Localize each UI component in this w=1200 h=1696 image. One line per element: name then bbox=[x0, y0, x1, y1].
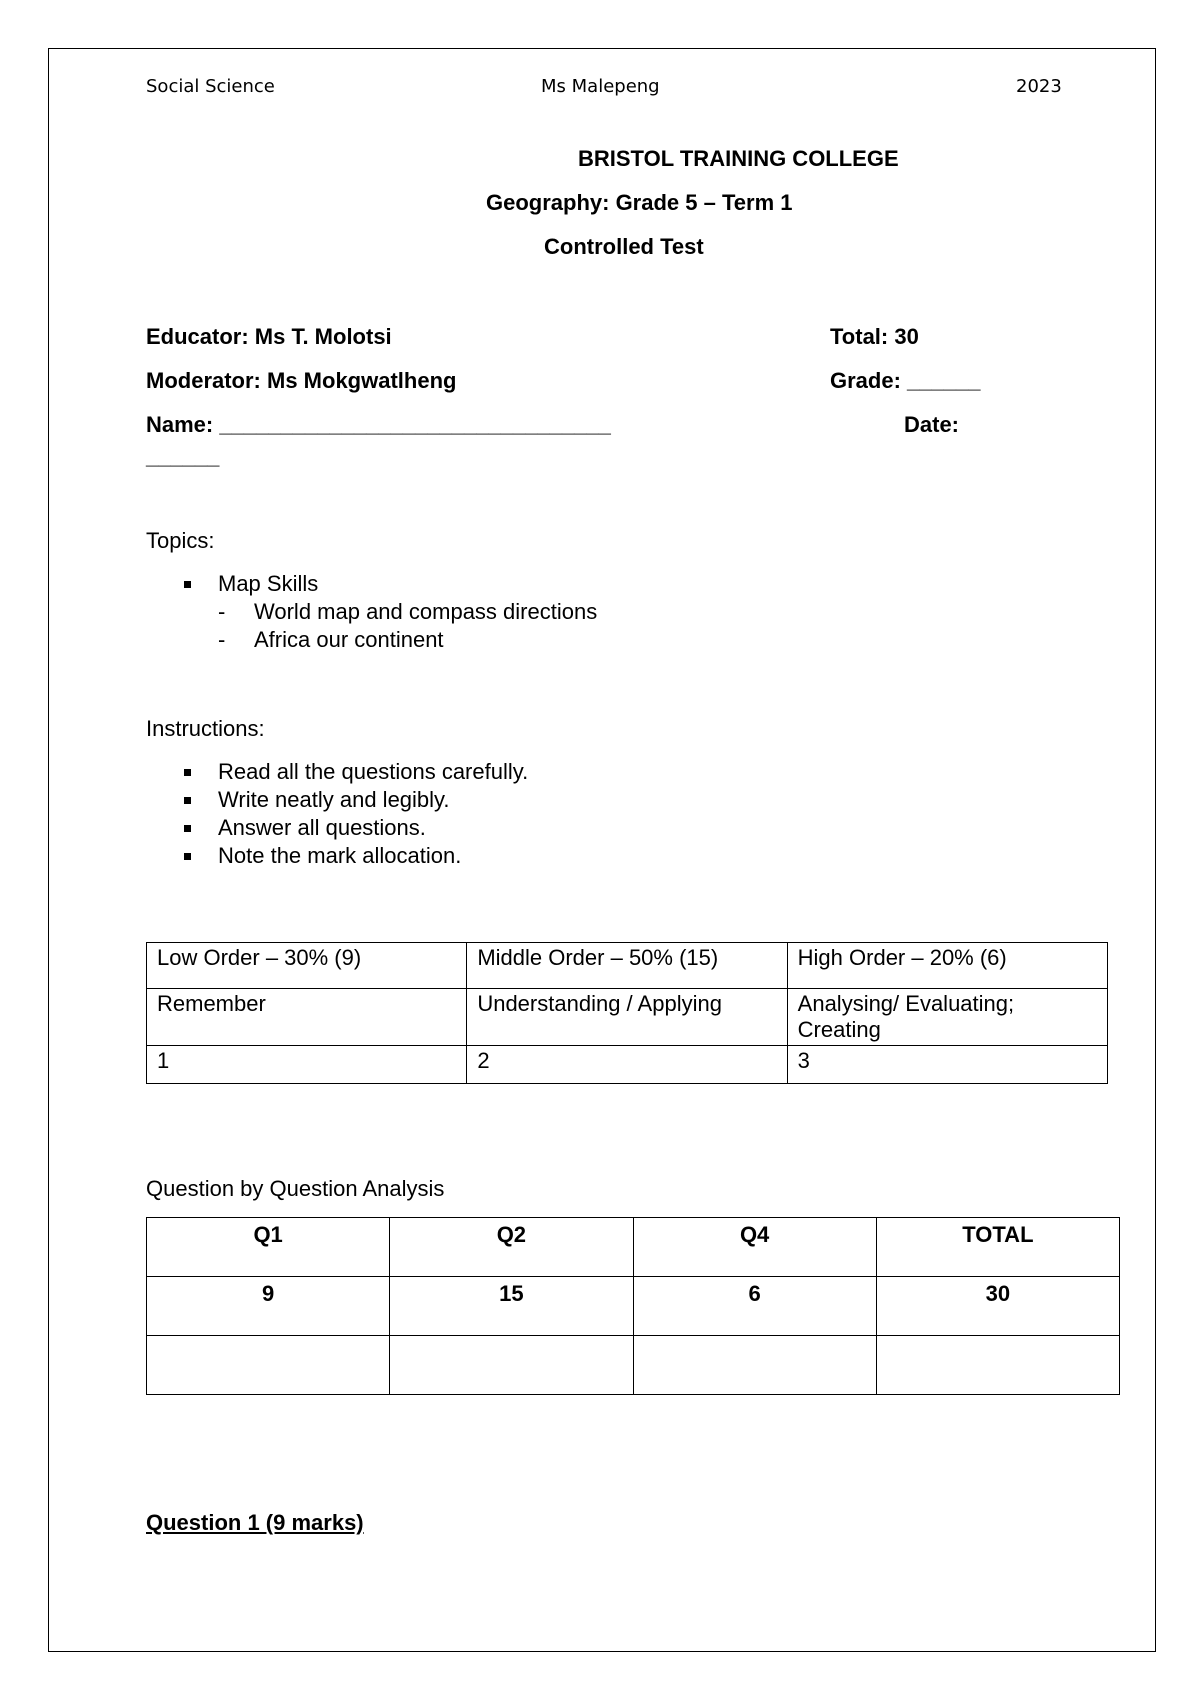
table-cell-blank bbox=[147, 1336, 390, 1395]
table-cell: 3 bbox=[787, 1046, 1107, 1084]
bullet-icon bbox=[184, 797, 191, 804]
table-cell: Middle Order – 50% (15) bbox=[467, 943, 787, 989]
table-row bbox=[147, 1336, 1120, 1395]
table-header-cell: Q2 bbox=[390, 1218, 633, 1277]
topic-subitem-label: Africa our continent bbox=[254, 627, 444, 652]
moderator: Moderator: Ms Mokgwatlheng bbox=[146, 368, 457, 393]
instruction-item bbox=[180, 758, 528, 786]
instructions-label: Instructions: bbox=[146, 716, 265, 741]
topic-subitem bbox=[218, 598, 597, 626]
table-cell: 9 bbox=[147, 1277, 390, 1336]
bullet-icon bbox=[184, 769, 191, 776]
bullet-icon bbox=[184, 825, 191, 832]
instruction-item bbox=[180, 842, 528, 870]
educator: Educator: Ms T. Molotsi bbox=[146, 324, 392, 349]
table-header-cell: Q1 bbox=[147, 1218, 390, 1277]
topic-subitem-label: World map and compass directions bbox=[254, 599, 598, 624]
table-cell: Remember bbox=[147, 989, 467, 1046]
instruction-text: Answer all questions. bbox=[218, 815, 426, 840]
date-label: Date: bbox=[904, 412, 960, 437]
school-name: BRISTOL TRAINING COLLEGE bbox=[578, 146, 899, 171]
table-row bbox=[147, 943, 1108, 989]
instruction-text: Write neatly and legibly. bbox=[218, 787, 450, 812]
grade-field: Grade: ______ bbox=[830, 368, 981, 393]
table-cell: Low Order – 30% (9) bbox=[147, 943, 467, 989]
question-analysis-table bbox=[146, 1217, 1120, 1395]
topic-item bbox=[180, 570, 318, 598]
instruction-text: Read all the questions carefully. bbox=[218, 759, 529, 784]
table-cell: High Order – 20% (6) bbox=[787, 943, 1107, 989]
dash-icon: - bbox=[218, 599, 226, 624]
instruction-text: Note the mark allocation. bbox=[218, 843, 462, 868]
cognitive-levels-table bbox=[146, 942, 1108, 1084]
topic-subitem bbox=[218, 626, 597, 654]
header-year: 2023 bbox=[1016, 76, 1062, 97]
question-1-heading: Question 1 (9 marks) bbox=[146, 1510, 364, 1535]
table-row bbox=[147, 1218, 1120, 1277]
instructions-list bbox=[180, 758, 528, 870]
table-cell: Understanding / Applying bbox=[467, 989, 787, 1046]
name-field: Name: ________________________________ bbox=[146, 412, 611, 437]
table-cell: 30 bbox=[876, 1277, 1119, 1336]
topics-label: Topics: bbox=[146, 528, 215, 553]
date-line: ______ bbox=[146, 444, 220, 469]
table-row bbox=[147, 1046, 1108, 1084]
table-header-cell: Q4 bbox=[633, 1218, 876, 1277]
bullet-icon bbox=[184, 581, 191, 588]
table-cell: Analysing/ Evaluating; Creating bbox=[787, 989, 1107, 1046]
table-cell: 15 bbox=[390, 1277, 633, 1336]
topic-item-label: Map Skills bbox=[218, 571, 319, 596]
table-header-cell: TOTAL bbox=[876, 1218, 1119, 1277]
header-teacher: Ms Malepeng bbox=[541, 76, 660, 97]
table-cell: 1 bbox=[147, 1046, 467, 1084]
instruction-item bbox=[180, 786, 528, 814]
topic-subitems bbox=[218, 598, 597, 654]
analysis-label: Question by Question Analysis bbox=[146, 1176, 445, 1201]
table-row bbox=[147, 989, 1108, 1046]
instruction-item bbox=[180, 814, 528, 842]
table-cell: 2 bbox=[467, 1046, 787, 1084]
topics-list bbox=[180, 570, 318, 598]
total-marks: Total: 30 bbox=[830, 324, 919, 349]
table-row bbox=[147, 1277, 1120, 1336]
table-cell: 6 bbox=[633, 1277, 876, 1336]
test-type: Controlled Test bbox=[544, 234, 704, 259]
header-subject: Social Science bbox=[146, 76, 275, 97]
table-cell-blank bbox=[876, 1336, 1119, 1395]
table-cell-blank bbox=[390, 1336, 633, 1395]
bullet-icon bbox=[184, 853, 191, 860]
table-cell-blank bbox=[633, 1336, 876, 1395]
subject-title: Geography: Grade 5 – Term 1 bbox=[486, 190, 793, 215]
dash-icon: - bbox=[218, 627, 226, 652]
